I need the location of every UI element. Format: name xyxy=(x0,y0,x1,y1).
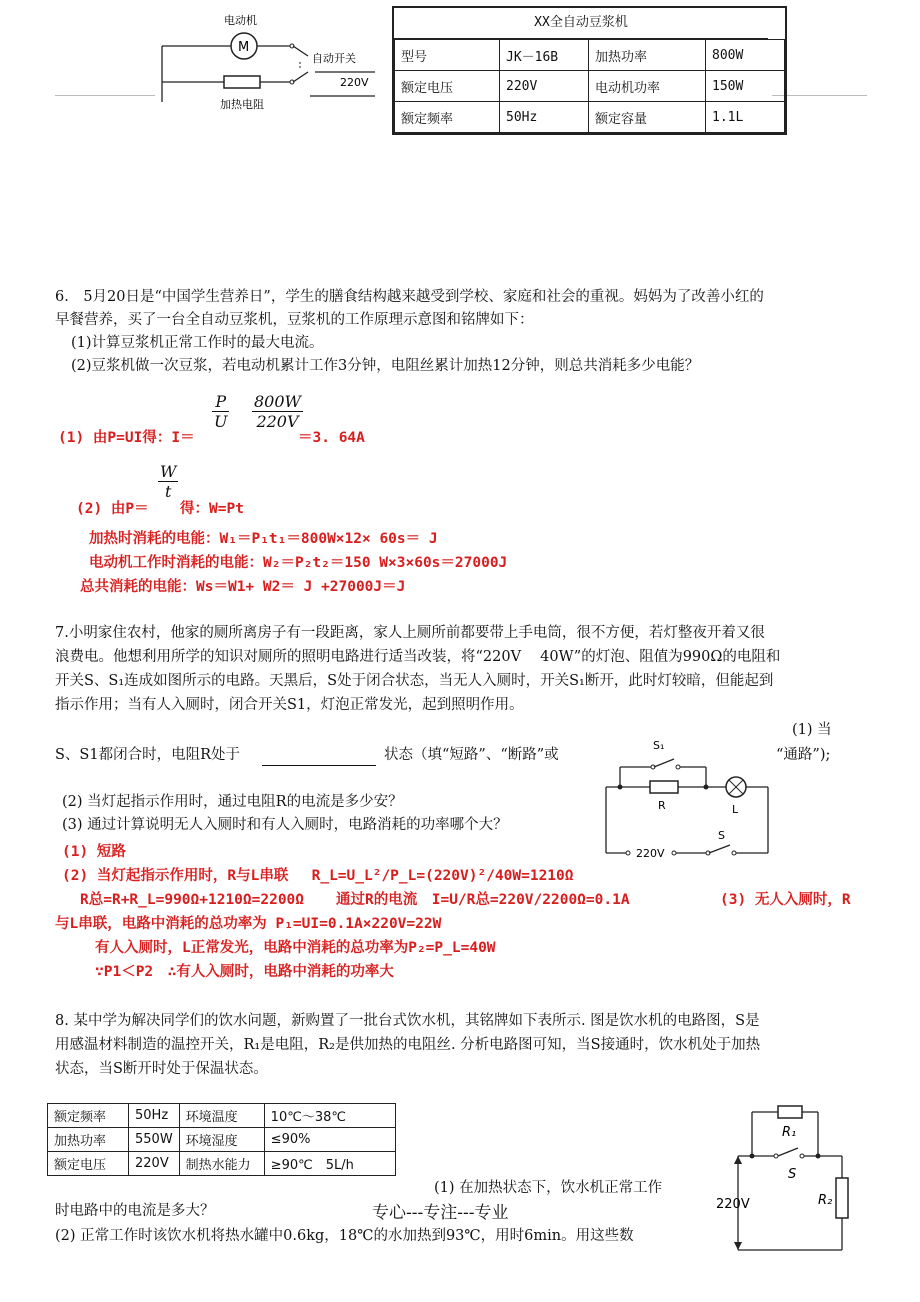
r-label: R xyxy=(658,799,666,812)
table-cell: 550W xyxy=(129,1128,180,1152)
q7-ans3-d: ∵P1＜P2 ∴有人入厕时，电路中消耗的功率大 xyxy=(95,964,394,980)
table-cell: 额定电压 xyxy=(48,1152,129,1176)
fraction-p-over-u xyxy=(212,392,229,431)
fraction-800w-over-220v xyxy=(252,392,303,431)
q7-sub2: (2) 当灯起指示作用时，通过电阻R的电流是多少安？ xyxy=(62,794,403,810)
table-row xyxy=(395,71,785,102)
q8-sub1-a: (1) 在加热状态下，饮水机正常工作 xyxy=(434,1180,663,1196)
soymilk-nameplate xyxy=(392,6,787,135)
q6-line2: 早餐营养，买了一台全自动豆浆机，豆浆机的工作原理示意图和铭牌如下： xyxy=(55,312,534,328)
table-row xyxy=(48,1152,396,1176)
q7-ans3-a: (3) 无人入厕时，R xyxy=(720,892,851,908)
q7-sub1-b: 状态（填“短路”、“断路”或 xyxy=(384,747,559,763)
motor-label: 电动机 xyxy=(224,14,257,27)
table-cell: 电动机功率 xyxy=(589,71,706,102)
q7-line2: 浪费电。他想利用所学的知识对厕所的照明电路进行适当改装，将“220V 40W”的灯泡、阻值为990Ω的电阻和 xyxy=(55,649,781,665)
dispenser-table xyxy=(47,1103,396,1176)
q8-line2: 用感温材料制造的温控开关，R₁是电阻，R₂是供加热的电阻丝. 分析电路图可知，当S接通时，饮水机处于加热 xyxy=(55,1037,761,1053)
table-cell: ≤90% xyxy=(264,1128,395,1152)
dispenser-circuit xyxy=(712,1100,872,1260)
fraction-w-over-t xyxy=(158,462,178,501)
q7-line1: 7.小明家住农村，他家的厕所离房子有一段距离，家人上厕所前都要带上手电筒，很不方便，若灯整夜开着又很 xyxy=(55,625,765,641)
r1-label: R₁ xyxy=(782,1125,797,1140)
frac-num: W xyxy=(160,462,177,481)
q8-line3: 状态，当S断开时处于保温状态。 xyxy=(55,1061,268,1077)
frac-den: t xyxy=(165,482,172,501)
s1-label: S₁ xyxy=(653,739,665,752)
frac-den: U xyxy=(214,412,228,431)
q6-ans1-prefix: (1) 由P=UI得：I＝ xyxy=(58,430,195,446)
table-cell: 加热功率 xyxy=(589,40,706,71)
switch-label: 自动开关 xyxy=(312,52,356,65)
dispenser-nameplate xyxy=(47,1103,396,1176)
table-cell: 220V xyxy=(129,1152,180,1176)
frac-den: 220V xyxy=(256,412,299,431)
q8-sub1-b: 时电路中的电流是多大？ xyxy=(55,1203,215,1219)
voltage-label: 220V xyxy=(716,1197,750,1212)
q6-line1: 6. 5月20日是“中国学生营养日”，学生的膳食结构越来越受到学校、家庭和社会的重视。妈妈为了改善小红的 xyxy=(55,289,764,305)
q6-ans2-prefix: (2) 由P＝ xyxy=(76,501,149,517)
q7-sub1-c: “通路”); xyxy=(776,747,831,763)
table-cell: 制热水能力 xyxy=(179,1152,264,1176)
q6-ans2-line2: 电动机工作时消耗的电能：W₂＝P₂t₂＝150 W×3×60s＝27000J xyxy=(89,555,508,571)
q6-ans2-line3: 总共消耗的电能：Ws＝W1+ W2＝ J +27000J＝J xyxy=(80,579,406,595)
q6-ans2-line1: 加热时消耗的电能：W₁＝P₁t₁＝800W×12× 60s＝ J xyxy=(89,531,438,547)
nameplate-table xyxy=(394,39,785,133)
q7-sub1-number: (1) 当 xyxy=(792,722,832,738)
table-cell: ≥90℃ 5L/h xyxy=(264,1152,395,1176)
q7-ans2-b: R总=R+R_L=990Ω+1210Ω=2200Ω xyxy=(80,892,305,908)
table-row xyxy=(48,1104,396,1128)
heater-label: 加热电阻 xyxy=(220,98,264,111)
q7-sub1-a: S、S1都闭合时，电阻R处于 xyxy=(55,747,241,763)
answer-blank xyxy=(262,747,376,766)
frac-num: 800W xyxy=(254,392,301,411)
q6-sub1: (1)计算豆浆机正常工作时的最大电流。 xyxy=(71,335,324,351)
q7-ans2-a: (2) 当灯起指示作用时，R与L串联 R_L=U_L²/P_L=(220V)²/40W=1210Ω xyxy=(62,868,574,884)
table-cell: 加热功率 xyxy=(48,1128,129,1152)
q6-ans1-suffix: ＝3. 64A xyxy=(298,430,365,446)
table-cell: 型号 xyxy=(395,40,500,71)
table-cell: 环境温度 xyxy=(179,1104,264,1128)
q7-ans3-b: 与L串联，电路中消耗的总功率为 P₁=UI=0.1A×220V=22W xyxy=(55,916,442,932)
table-row xyxy=(48,1128,396,1152)
q8-sub2: (2) 正常工作时该饮水机将热水罐中0.6kg，18℃的水加热到93℃，用时6min。用这些数 xyxy=(55,1228,634,1244)
table-cell: 800W xyxy=(706,40,785,71)
table-cell: 50Hz xyxy=(129,1104,180,1128)
nameplate-title: XX全自动豆浆机 xyxy=(394,8,768,39)
divider xyxy=(55,95,155,96)
l-label: L xyxy=(732,803,739,816)
table-cell: 1.1L xyxy=(706,102,785,133)
q7-line4: 指示作用；当有人入厕时，闭合开关S1，灯泡正常发光，起到照明作用。 xyxy=(55,697,524,713)
table-cell: 额定频率 xyxy=(48,1104,129,1128)
table-row xyxy=(395,40,785,71)
table-row xyxy=(395,102,785,133)
motor-heater-circuit xyxy=(150,10,380,120)
r2-label: R₂ xyxy=(818,1193,833,1208)
table-cell: 额定频率 xyxy=(395,102,500,133)
voltage-label: 220V xyxy=(636,847,665,860)
frac-num: P xyxy=(212,392,229,412)
table-cell: 150W xyxy=(706,71,785,102)
q7-ans1: (1) 短路 xyxy=(62,844,126,860)
table-cell: 10℃～38℃ xyxy=(264,1104,395,1128)
table-cell: 220V xyxy=(500,71,589,102)
q6-ans2-suffix: 得：W=Pt xyxy=(180,501,244,517)
q7-ans3-c: 有人入厕时，L正常发光，电路中消耗的总功率为P₂=P_L=40W xyxy=(95,940,496,956)
table-cell: 额定容量 xyxy=(589,102,706,133)
table-cell: JK－16B xyxy=(500,40,589,71)
s-label: S xyxy=(788,1167,797,1182)
table-cell: 50Hz xyxy=(500,102,589,133)
footer-motto: 专心---专注---专业 xyxy=(372,1203,509,1223)
motor-symbol: M xyxy=(238,40,250,55)
table-cell: 额定电压 xyxy=(395,71,500,102)
q8-line1: 8. 某中学为解决同学们的饮水问题，新购置了一批台式饮水机，其铭牌如下表所示. 图是饮水机的电路图，S是 xyxy=(55,1013,760,1029)
q6-sub2: (2)豆浆机做一次豆浆，若电动机累计工作3分钟，电阻丝累计加热12分钟，则总共消耗多少电能？ xyxy=(71,358,700,374)
q7-sub3: (3) 通过计算说明无人入厕时和有人入厕时，电路消耗的功率哪个大？ xyxy=(62,817,508,833)
voltage-label: 220V xyxy=(340,76,369,89)
s-label: S xyxy=(718,829,725,842)
q7-ans2-c: 通过R的电流 I=U/R总=220V/2200Ω=0.1A xyxy=(336,892,630,908)
q7-line3: 开关S、S₁连成如图所示的电路。天黑后，S处于闭合状态，当无人入厕时，开关S₁断开，此时灯较暗，但能起到 xyxy=(55,673,774,689)
table-cell: 环境湿度 xyxy=(179,1128,264,1152)
lamp-resistor-circuit xyxy=(598,735,778,865)
